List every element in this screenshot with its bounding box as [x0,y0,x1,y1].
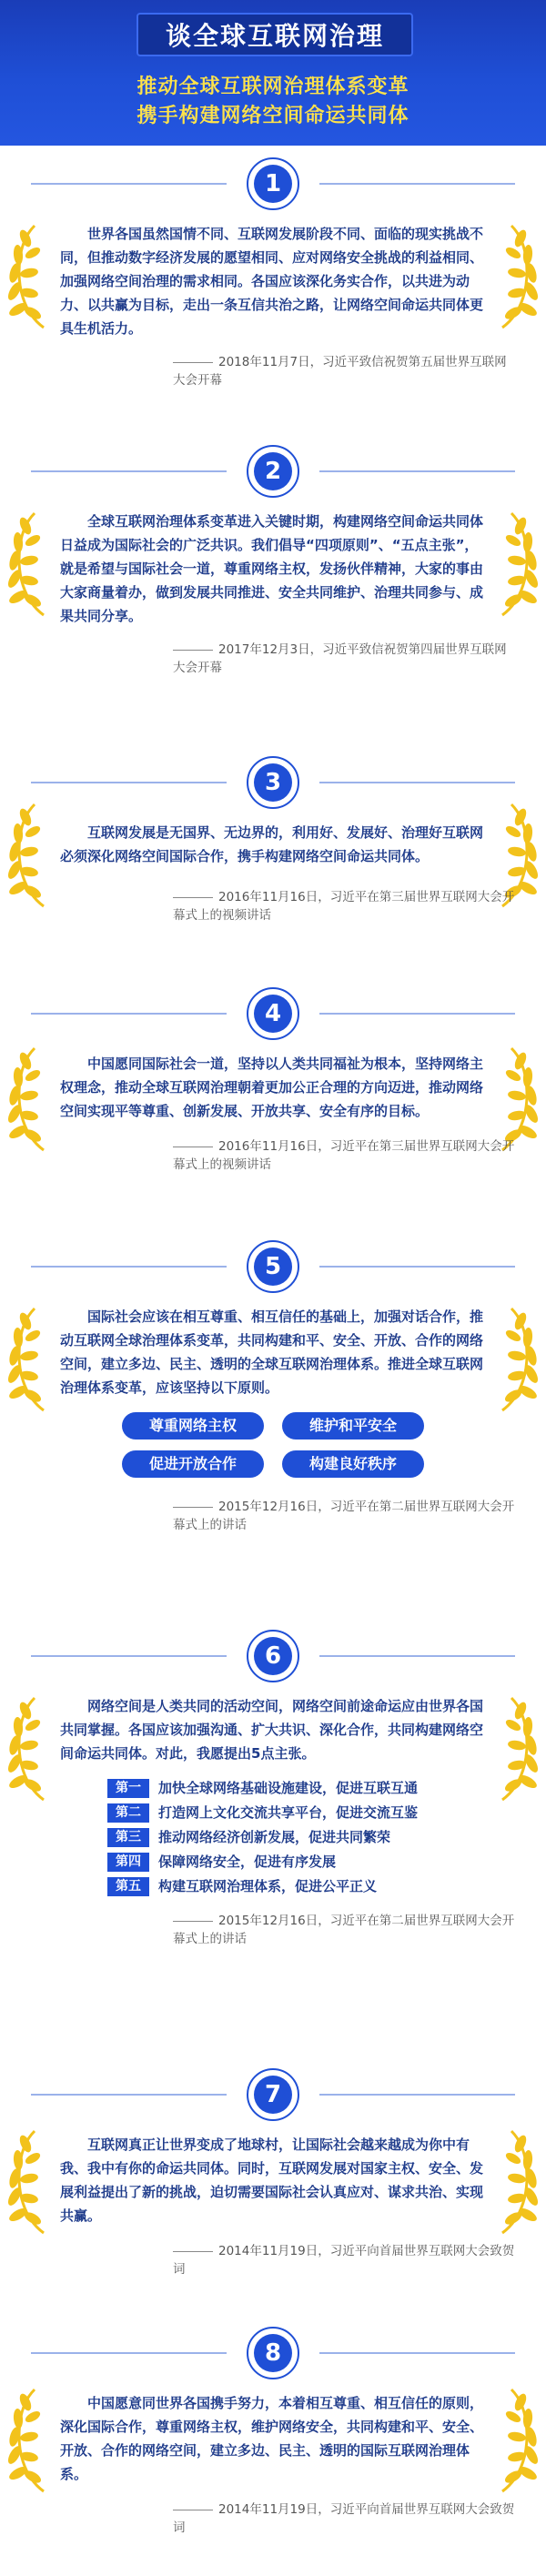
source-dash [173,2251,213,2252]
laurel-right-icon [488,222,539,331]
source-dash [173,362,213,363]
source-text: 2016年11月16日，习近平在第三届世界互联网大会开幕式上的视频讲话 [173,890,515,923]
title-bar [136,13,413,56]
section-header [0,1236,546,1298]
source-dash [173,1507,213,1508]
divider-line [319,470,515,472]
section-body [0,821,546,868]
section-header [0,2322,546,2384]
section-number: 6 [264,1642,282,1670]
proposal-item [107,1874,546,1899]
divider-line [319,183,515,185]
section-body [0,2391,546,2486]
quote-source [173,1912,519,1948]
section-header [0,440,546,502]
page-title: 谈全球互联网治理 [165,21,384,51]
source-text: 2017年12月3日，习近平致信祝贺第四届世界互联网大会开幕 [173,642,507,675]
proposal-text: 保障网络安全，促进有序发展 [158,1854,337,1870]
laurel-right-icon [488,2386,539,2495]
section-body [0,510,546,628]
quote-text: 全球互联网治理体系变革进入关键时期，构建网络空间命运共同体日益成为国际社会的广泛共识。我们倡导“四项原则”、“五点主张”，就是希望与国际社会一道，尊重网络主权，发扬伙伴精神，大家的事由大家商量着办，做到发展共同推进、安全共同维护、治理共同参与、成果共同分享。 [60,513,484,624]
divider-line [31,2094,227,2096]
section-number: 1 [264,170,282,197]
source-text: 2015年12月16日，习近平在第二届世界互联网大会开幕式上的讲话 [173,1500,515,1532]
subtitle-line-2: 携手构建网络空间命运共同体 [136,105,410,127]
divider-line [319,1266,515,1268]
quote-source [173,2500,519,2537]
principle-pill: 促进开放合作 [122,1450,264,1478]
section-number: 4 [264,1000,282,1027]
section-2 [0,440,546,677]
laurel-left-icon [7,2127,58,2237]
section-3 [0,752,546,924]
proposal-tag: 第四 [107,1853,149,1872]
divider-line [319,782,515,783]
laurel-left-icon [7,1305,58,1414]
subtitle-line-1: 推动全球互联网治理体系变革 [136,76,410,98]
source-text: 2014年11月19日，习近平向首届世界互联网大会致贺词 [173,2502,515,2535]
quote-source [173,1137,519,1174]
laurel-right-icon [488,2127,539,2237]
proposal-item [107,1776,546,1801]
principles-grid [0,1412,546,1481]
proposal-item [107,1825,546,1850]
section-8 [0,2322,546,2537]
section-1 [0,153,546,389]
laurel-left-icon [7,1694,58,1803]
source-dash [173,897,213,898]
section-number: 7 [264,2081,282,2108]
section-number: 3 [264,769,282,796]
section-header [0,983,546,1045]
section-6 [0,1625,546,1948]
section-number: 2 [264,458,282,485]
quote-text: 中国愿意同世界各国携手努力，本着相互尊重、相互信任的原则，深化国际合作，尊重网络主权，维护网络安全，共同构建和平、安全、开放、合作的网络空间，建立多边、民主、透明的国际互联网治理体系。 [60,2395,484,2482]
divider-line [31,470,227,472]
proposal-text: 构建互联网治理体系，促进公平正义 [158,1878,378,1894]
laurel-right-icon [488,1305,539,1414]
laurel-left-icon [7,510,58,619]
section-body [0,1694,546,1765]
quote-text: 互联网发展是无国界、无边界的，利用好、发展好、治理好互联网必须深化网络空间国际合作，携手构建网络空间命运共同体。 [60,824,484,864]
divider-line [31,183,227,185]
source-text: 2014年11月19日，习近平向首届世界互联网大会致贺词 [173,2244,515,2277]
quote-source [173,353,519,389]
principle-pill: 构建良好秩序 [282,1450,424,1478]
quote-source [173,1498,519,1534]
section-header [0,2064,546,2126]
source-text: 2018年11月7日，习近平致信祝贺第五届世界互联网大会开幕 [173,355,507,388]
proposal-item [107,1801,546,1825]
laurel-left-icon [7,801,58,910]
section-4 [0,983,546,1174]
section-header [0,1625,546,1687]
quote-source [173,641,519,677]
proposal-tag: 第二 [107,1803,149,1823]
section-body [0,1305,546,1399]
header-banner [0,0,546,146]
laurel-right-icon [488,510,539,619]
section-header [0,153,546,215]
divider-line [319,2352,515,2354]
laurel-left-icon [7,2386,58,2495]
proposal-text: 推动网络经济创新发展，促进共同繁荣 [158,1829,391,1845]
divider-line [31,782,227,783]
quote-text: 中国愿同国际社会一道，坚持以人类共同福祉为根本，坚持网络主权理念，推动全球互联网治理朝着更加公正合理的方向迈进，推动网络空间实现平等尊重、创新发展、开放共享、安全有序的目标。 [60,1056,484,1119]
section-header [0,752,546,813]
divider-line [31,1013,227,1015]
divider-line [31,2352,227,2354]
quote-text: 网络空间是人类共同的活动空间，网络空间前途命运应由世界各国共同掌握。各国应该加强沟通、扩大共识、深化合作，共同构建网络空间命运共同体。对此，我愿提出5点主张。 [60,1698,484,1762]
divider-line [319,1013,515,1015]
source-text: 2015年12月16日，习近平在第二届世界互联网大会开幕式上的讲话 [173,1914,515,1946]
laurel-left-icon [7,222,58,331]
divider-line [31,1266,227,1268]
divider-line [319,2094,515,2096]
source-dash [173,650,213,651]
proposal-item [107,1850,546,1874]
source-text: 2016年11月16日，习近平在第三届世界互联网大会开幕式上的视频讲话 [173,1139,515,1172]
section-body [0,1052,546,1123]
proposal-tag: 第五 [107,1877,149,1896]
proposal-text: 加快全球网络基础设施建设，促进互联互通 [158,1780,419,1796]
proposal-tag: 第三 [107,1828,149,1847]
section-number: 5 [264,1253,282,1280]
principle-pill: 尊重网络主权 [122,1412,264,1440]
quote-source [173,2242,519,2278]
section-5 [0,1236,546,1534]
quote-text: 互联网真正让世界变成了地球村，让国际社会越来越成为你中有我、我中有你的命运共同体。同时，互联网发展对国家主权、安全、发展利益提出了新的挑战，迫切需要国际社会认真应对、谋求共治、实现共赢。 [60,2137,484,2224]
laurel-left-icon [7,1045,58,1154]
principle-pill: 维护和平安全 [282,1412,424,1440]
section-7 [0,2064,546,2278]
divider-line [319,1655,515,1657]
quote-text: 世界各国虽然国情不同、互联网发展阶段不同、面临的现实挑战不同，但推动数字经济发展的愿望相同、应对网络安全挑战的利益相同、加强网络空间治理的需求相同。各国应该深化务实合作，以共进为动力、以共赢为目标，走出一条互信共治之路，让网络空间命运共同体更具生机活力。 [60,226,484,337]
section-number: 8 [264,2339,282,2367]
proposal-tag: 第一 [107,1779,149,1798]
section-body [0,222,546,340]
quote-text: 国际社会应该在相互尊重、相互信任的基础上，加强对话合作，推动互联网全球治理体系变革，共同构建和平、安全、开放、合作的网络空间，建立多边、民主、透明的全球互联网治理体系。推进全球互联网治理体系变革，应该坚持以下原则。 [60,1308,484,1396]
divider-line [31,1655,227,1657]
proposals-list [107,1776,546,1899]
section-body [0,2133,546,2227]
quote-source [173,888,519,924]
source-dash [173,1921,213,1922]
proposal-text: 打造网上文化交流共享平台，促进交流互鉴 [158,1804,419,1821]
